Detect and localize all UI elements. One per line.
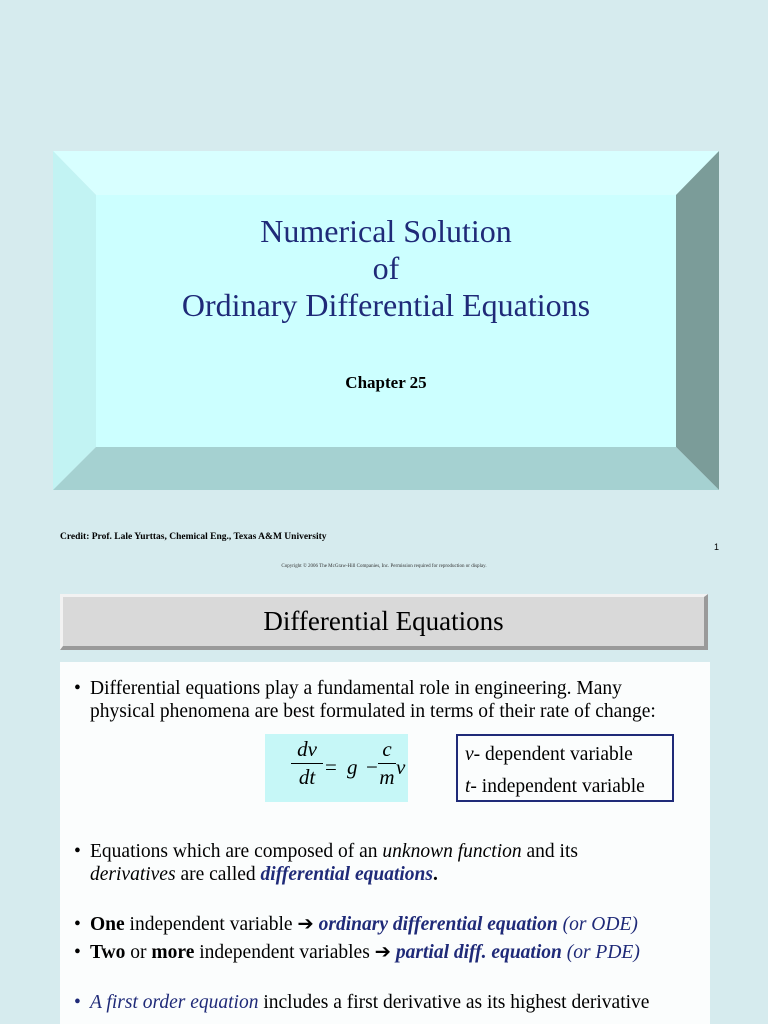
bullet-4-text: independent variables bbox=[194, 942, 375, 963]
independent-symbol: t bbox=[465, 776, 471, 797]
bullet-2-italic: unknown function bbox=[382, 841, 522, 862]
bullet-2-text: and its bbox=[521, 841, 578, 862]
bullet-3 bbox=[68, 913, 700, 936]
title-line-2: of bbox=[372, 250, 400, 286]
bullet-2-text: are called bbox=[175, 864, 261, 885]
fraction-numerator: c bbox=[382, 737, 392, 761]
ode-term: ordinary differential equation bbox=[318, 914, 558, 935]
bullet-4 bbox=[68, 941, 700, 964]
bullet-2-italic: derivatives bbox=[90, 864, 176, 885]
independent-text: - independent variable bbox=[470, 776, 645, 797]
bullet-2-emphasis: differential equations bbox=[260, 864, 433, 885]
title-line-3: Ordinary Differential Equations bbox=[181, 287, 591, 323]
equation-box bbox=[265, 734, 408, 802]
arrow-right-icon: ➔ bbox=[374, 942, 392, 963]
bevel-top bbox=[53, 151, 719, 195]
bullet-1-line-2: physical phenomena are best formulated in terms of their rate of change: bbox=[90, 701, 656, 722]
content-panel bbox=[60, 662, 710, 1024]
bevel-bottom bbox=[53, 447, 719, 490]
bullet-2-text: Equations which are composed of an bbox=[90, 841, 383, 862]
c-m-fraction bbox=[378, 737, 396, 790]
gravity-symbol: g bbox=[347, 755, 358, 779]
slide-title-banner bbox=[60, 594, 708, 650]
bullet-1-line-1: Differential equations play a fundamental role in engineering. Many bbox=[90, 678, 622, 699]
dependent-variable-line bbox=[465, 739, 665, 771]
fraction-numerator: dv bbox=[297, 737, 317, 761]
bullet-dot: • bbox=[74, 678, 81, 699]
fraction-bar bbox=[378, 763, 396, 764]
bevel-left bbox=[53, 151, 96, 490]
bullet-dot: • bbox=[74, 914, 81, 935]
dependent-symbol: v bbox=[465, 744, 474, 765]
bullet-2-period: . bbox=[433, 864, 438, 885]
bullet-dot: • bbox=[74, 942, 81, 963]
credit-text: Credit: Prof. Lale Yurttas, Chemical Eng., Texas A&M University bbox=[60, 532, 327, 542]
pde-abbrev: (or PDE) bbox=[561, 942, 640, 963]
chapter-label: Chapter 25 bbox=[345, 373, 427, 392]
bullet-4-bold: Two bbox=[90, 942, 126, 963]
copyright-text: Copyright © 2006 The McGraw-Hill Companies, Inc. Permission required for reproduction or display. bbox=[281, 564, 487, 569]
bullet-5-text: includes a first derivative as its highest derivative bbox=[258, 992, 650, 1013]
bullet-2 bbox=[68, 840, 700, 886]
bullet-1 bbox=[68, 677, 700, 723]
bevel-right bbox=[676, 151, 719, 490]
bullet-5 bbox=[68, 991, 700, 1014]
velocity-symbol: v bbox=[396, 755, 406, 779]
bullet-dot: • bbox=[74, 992, 81, 1013]
first-order-term: A first order equation bbox=[90, 992, 259, 1013]
bullet-4-text: or bbox=[125, 942, 152, 963]
minus-sign: − bbox=[366, 755, 378, 779]
bullet-dot: • bbox=[74, 841, 81, 862]
arrow-right-icon: ➔ bbox=[297, 914, 314, 935]
pde-term: partial diff. equation bbox=[395, 942, 562, 963]
bullet-4-bold: more bbox=[151, 942, 195, 963]
fraction-denominator: dt bbox=[298, 765, 316, 789]
ode-abbrev: (or ODE) bbox=[557, 914, 638, 935]
dv-dt-fraction bbox=[291, 737, 323, 790]
equals-sign: = bbox=[325, 755, 337, 779]
independent-variable-line bbox=[465, 771, 665, 803]
page-number: 1 bbox=[714, 542, 720, 552]
dependent-text: - dependent variable bbox=[473, 744, 633, 765]
bullet-3-bold: One bbox=[90, 914, 125, 935]
title-block bbox=[96, 195, 676, 447]
fraction-bar bbox=[291, 763, 323, 764]
variables-box bbox=[456, 734, 674, 802]
title-line-1: Numerical Solution bbox=[260, 213, 512, 249]
slide-title: Differential Equations bbox=[263, 606, 504, 636]
bullet-3-text: independent variable bbox=[124, 914, 298, 935]
fraction-denominator: m bbox=[379, 765, 395, 789]
